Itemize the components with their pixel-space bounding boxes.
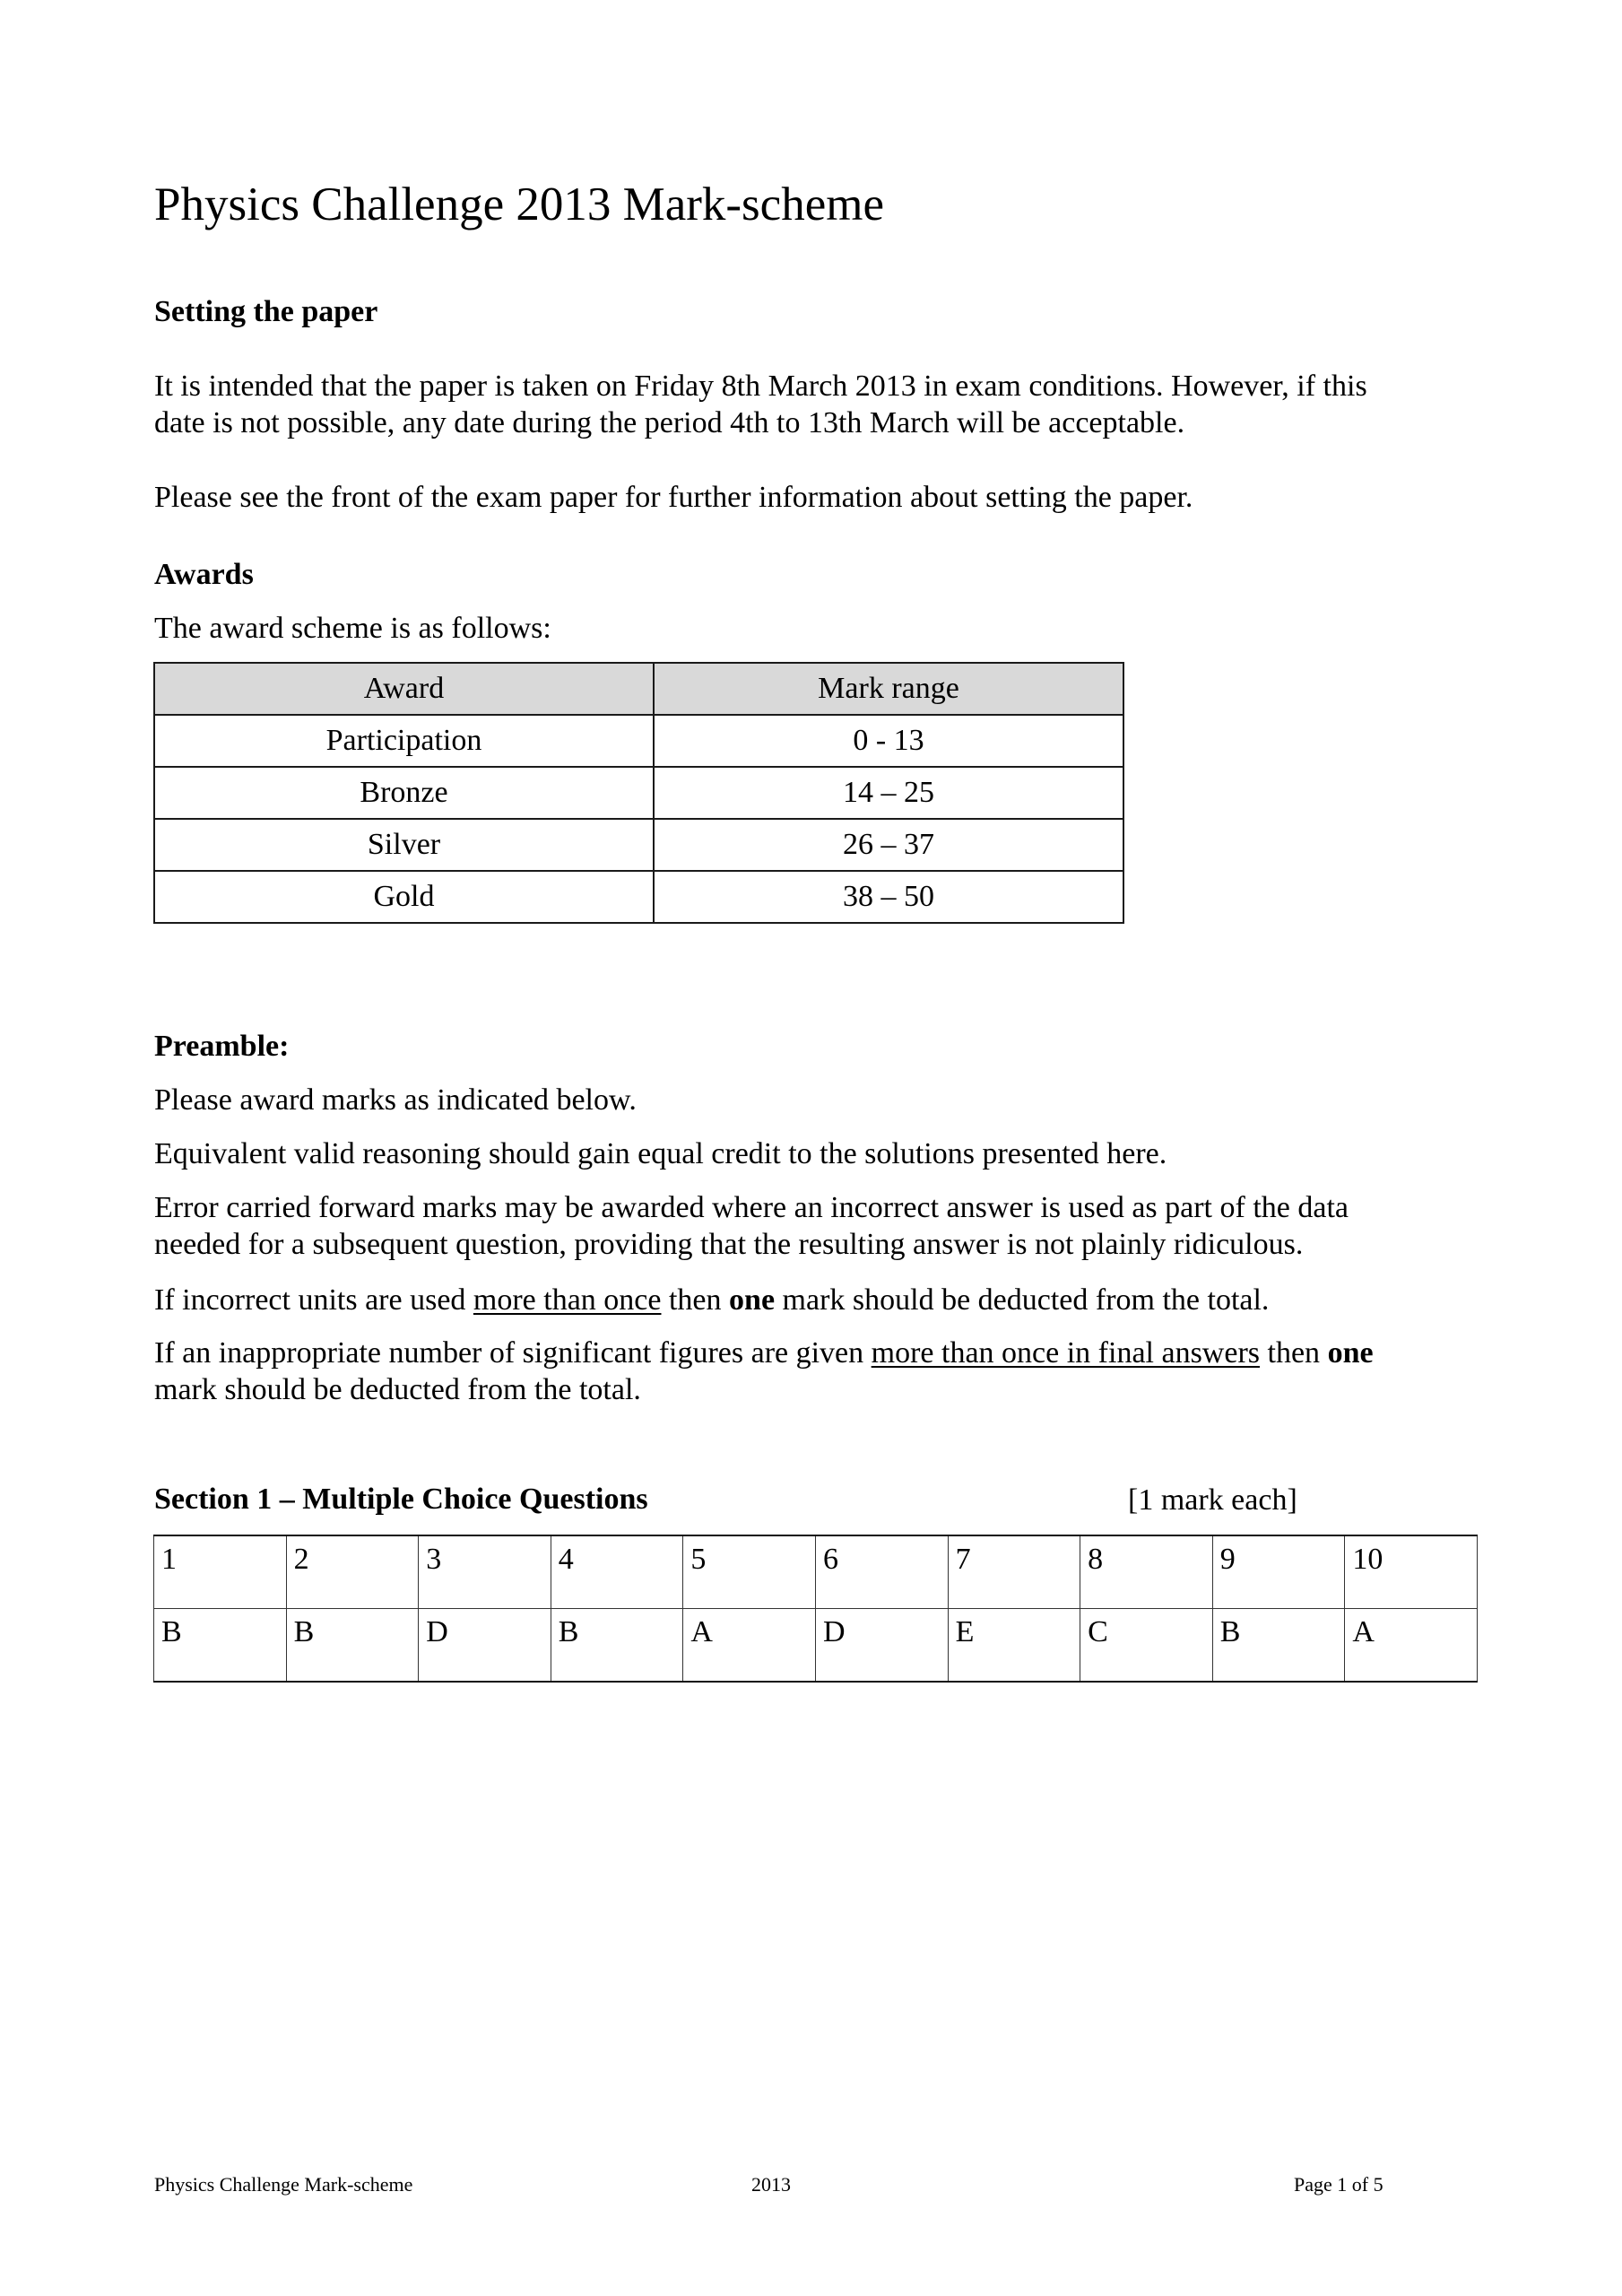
mcq-answer-table	[153, 1535, 1478, 1683]
preamble-paragraph-3-line-1: Error carried forward marks may be awarded where an incorrect answer is used as part of the data	[154, 1191, 1349, 1224]
question-number: 2	[286, 1535, 419, 1609]
answer-letter: B	[154, 1609, 287, 1683]
sigfig-rule-line-1	[154, 1335, 1374, 1371]
table-row	[154, 715, 1123, 767]
setting-paragraph-1-line-1: It is intended that the paper is taken on Friday 8th March 2013 in exam conditions. However, if this	[154, 370, 1367, 403]
award-mark-range: 38 – 50	[654, 871, 1123, 923]
question-number: 4	[551, 1535, 683, 1609]
mcq-answers-row	[154, 1609, 1478, 1683]
question-number: 8	[1080, 1535, 1213, 1609]
preamble-paragraph-3	[154, 1189, 1349, 1263]
question-number: 7	[948, 1535, 1080, 1609]
awards-heading: Awards	[154, 558, 254, 591]
section1-marks-note: [1 mark each]	[1128, 1483, 1297, 1517]
setting-paragraph-2: Please see the front of the exam paper for further information about setting the paper.	[154, 481, 1193, 514]
answer-letter: A	[1345, 1609, 1478, 1683]
table-row	[154, 767, 1123, 819]
setting-heading: Setting the paper	[154, 295, 378, 328]
award-name: Participation	[154, 715, 654, 767]
awards-table	[153, 662, 1124, 924]
answer-letter: D	[419, 1609, 551, 1683]
units-rule-text: mark should be deducted from the total.	[775, 1283, 1270, 1317]
question-number: 5	[683, 1535, 816, 1609]
sigfig-rule-text: If an inappropriate number of significant figures are given	[154, 1336, 872, 1370]
footer-document-name: Physics Challenge Mark-scheme	[154, 2173, 413, 2196]
sigfig-rule-emphasis: more than once in final answers	[871, 1336, 1261, 1370]
answer-letter: E	[948, 1609, 1080, 1683]
answer-letter: B	[286, 1609, 419, 1683]
award-mark-range: 0 - 13	[654, 715, 1123, 767]
setting-paragraph-1	[154, 368, 1367, 441]
awards-table-header-row	[154, 663, 1123, 715]
section1-heading: Section 1 – Multiple Choice Questions	[154, 1483, 648, 1516]
footer-year: 2013	[751, 2173, 791, 2196]
question-number: 10	[1345, 1535, 1478, 1609]
sigfig-rule-bold: one	[1327, 1336, 1374, 1370]
award-mark-range: 26 – 37	[654, 819, 1123, 871]
answer-letter: A	[683, 1609, 816, 1683]
sigfig-rule-text: then	[1260, 1336, 1328, 1370]
answer-letter: D	[815, 1609, 948, 1683]
preamble-paragraph-3-line-2: needed for a subsequent question, providing that the resulting answer is not plainly ridiculous.	[154, 1228, 1304, 1261]
footer-page-number: Page 1 of 5	[1294, 2173, 1383, 2196]
preamble-paragraph-5	[154, 1335, 1374, 1408]
answer-letter: B	[1212, 1609, 1345, 1683]
page-title: Physics Challenge 2013 Mark-scheme	[154, 178, 884, 230]
table-row	[154, 871, 1123, 923]
table-row	[154, 819, 1123, 871]
preamble-paragraph-4	[154, 1282, 1269, 1318]
preamble-paragraph-2: Equivalent valid reasoning should gain equal credit to the solutions presented here.	[154, 1137, 1167, 1170]
mcq-question-numbers-row	[154, 1535, 1478, 1609]
units-rule-bold: one	[729, 1283, 776, 1317]
preamble-heading: Preamble:	[154, 1030, 290, 1063]
question-number: 9	[1212, 1535, 1345, 1609]
question-number: 1	[154, 1535, 287, 1609]
preamble-paragraph-1: Please award marks as indicated below.	[154, 1083, 637, 1117]
sigfig-rule-line-2: mark should be deducted from the total.	[154, 1373, 641, 1406]
units-rule-text: If incorrect units are used	[154, 1283, 473, 1317]
question-number: 3	[419, 1535, 551, 1609]
answer-letter: B	[551, 1609, 683, 1683]
question-number: 6	[815, 1535, 948, 1609]
award-name: Silver	[154, 819, 654, 871]
award-name: Bronze	[154, 767, 654, 819]
award-name: Gold	[154, 871, 654, 923]
units-rule-text: then	[661, 1283, 730, 1317]
setting-paragraph-1-line-2: date is not possible, any date during the period 4th to 13th March will be acceptable.	[154, 406, 1185, 439]
awards-intro: The award scheme is as follows:	[154, 612, 551, 645]
award-mark-range: 14 – 25	[654, 767, 1123, 819]
awards-col-header-award: Award	[154, 663, 654, 715]
answer-letter: C	[1080, 1609, 1213, 1683]
awards-col-header-mark-range: Mark range	[654, 663, 1123, 715]
units-rule-emphasis: more than once	[473, 1283, 662, 1317]
